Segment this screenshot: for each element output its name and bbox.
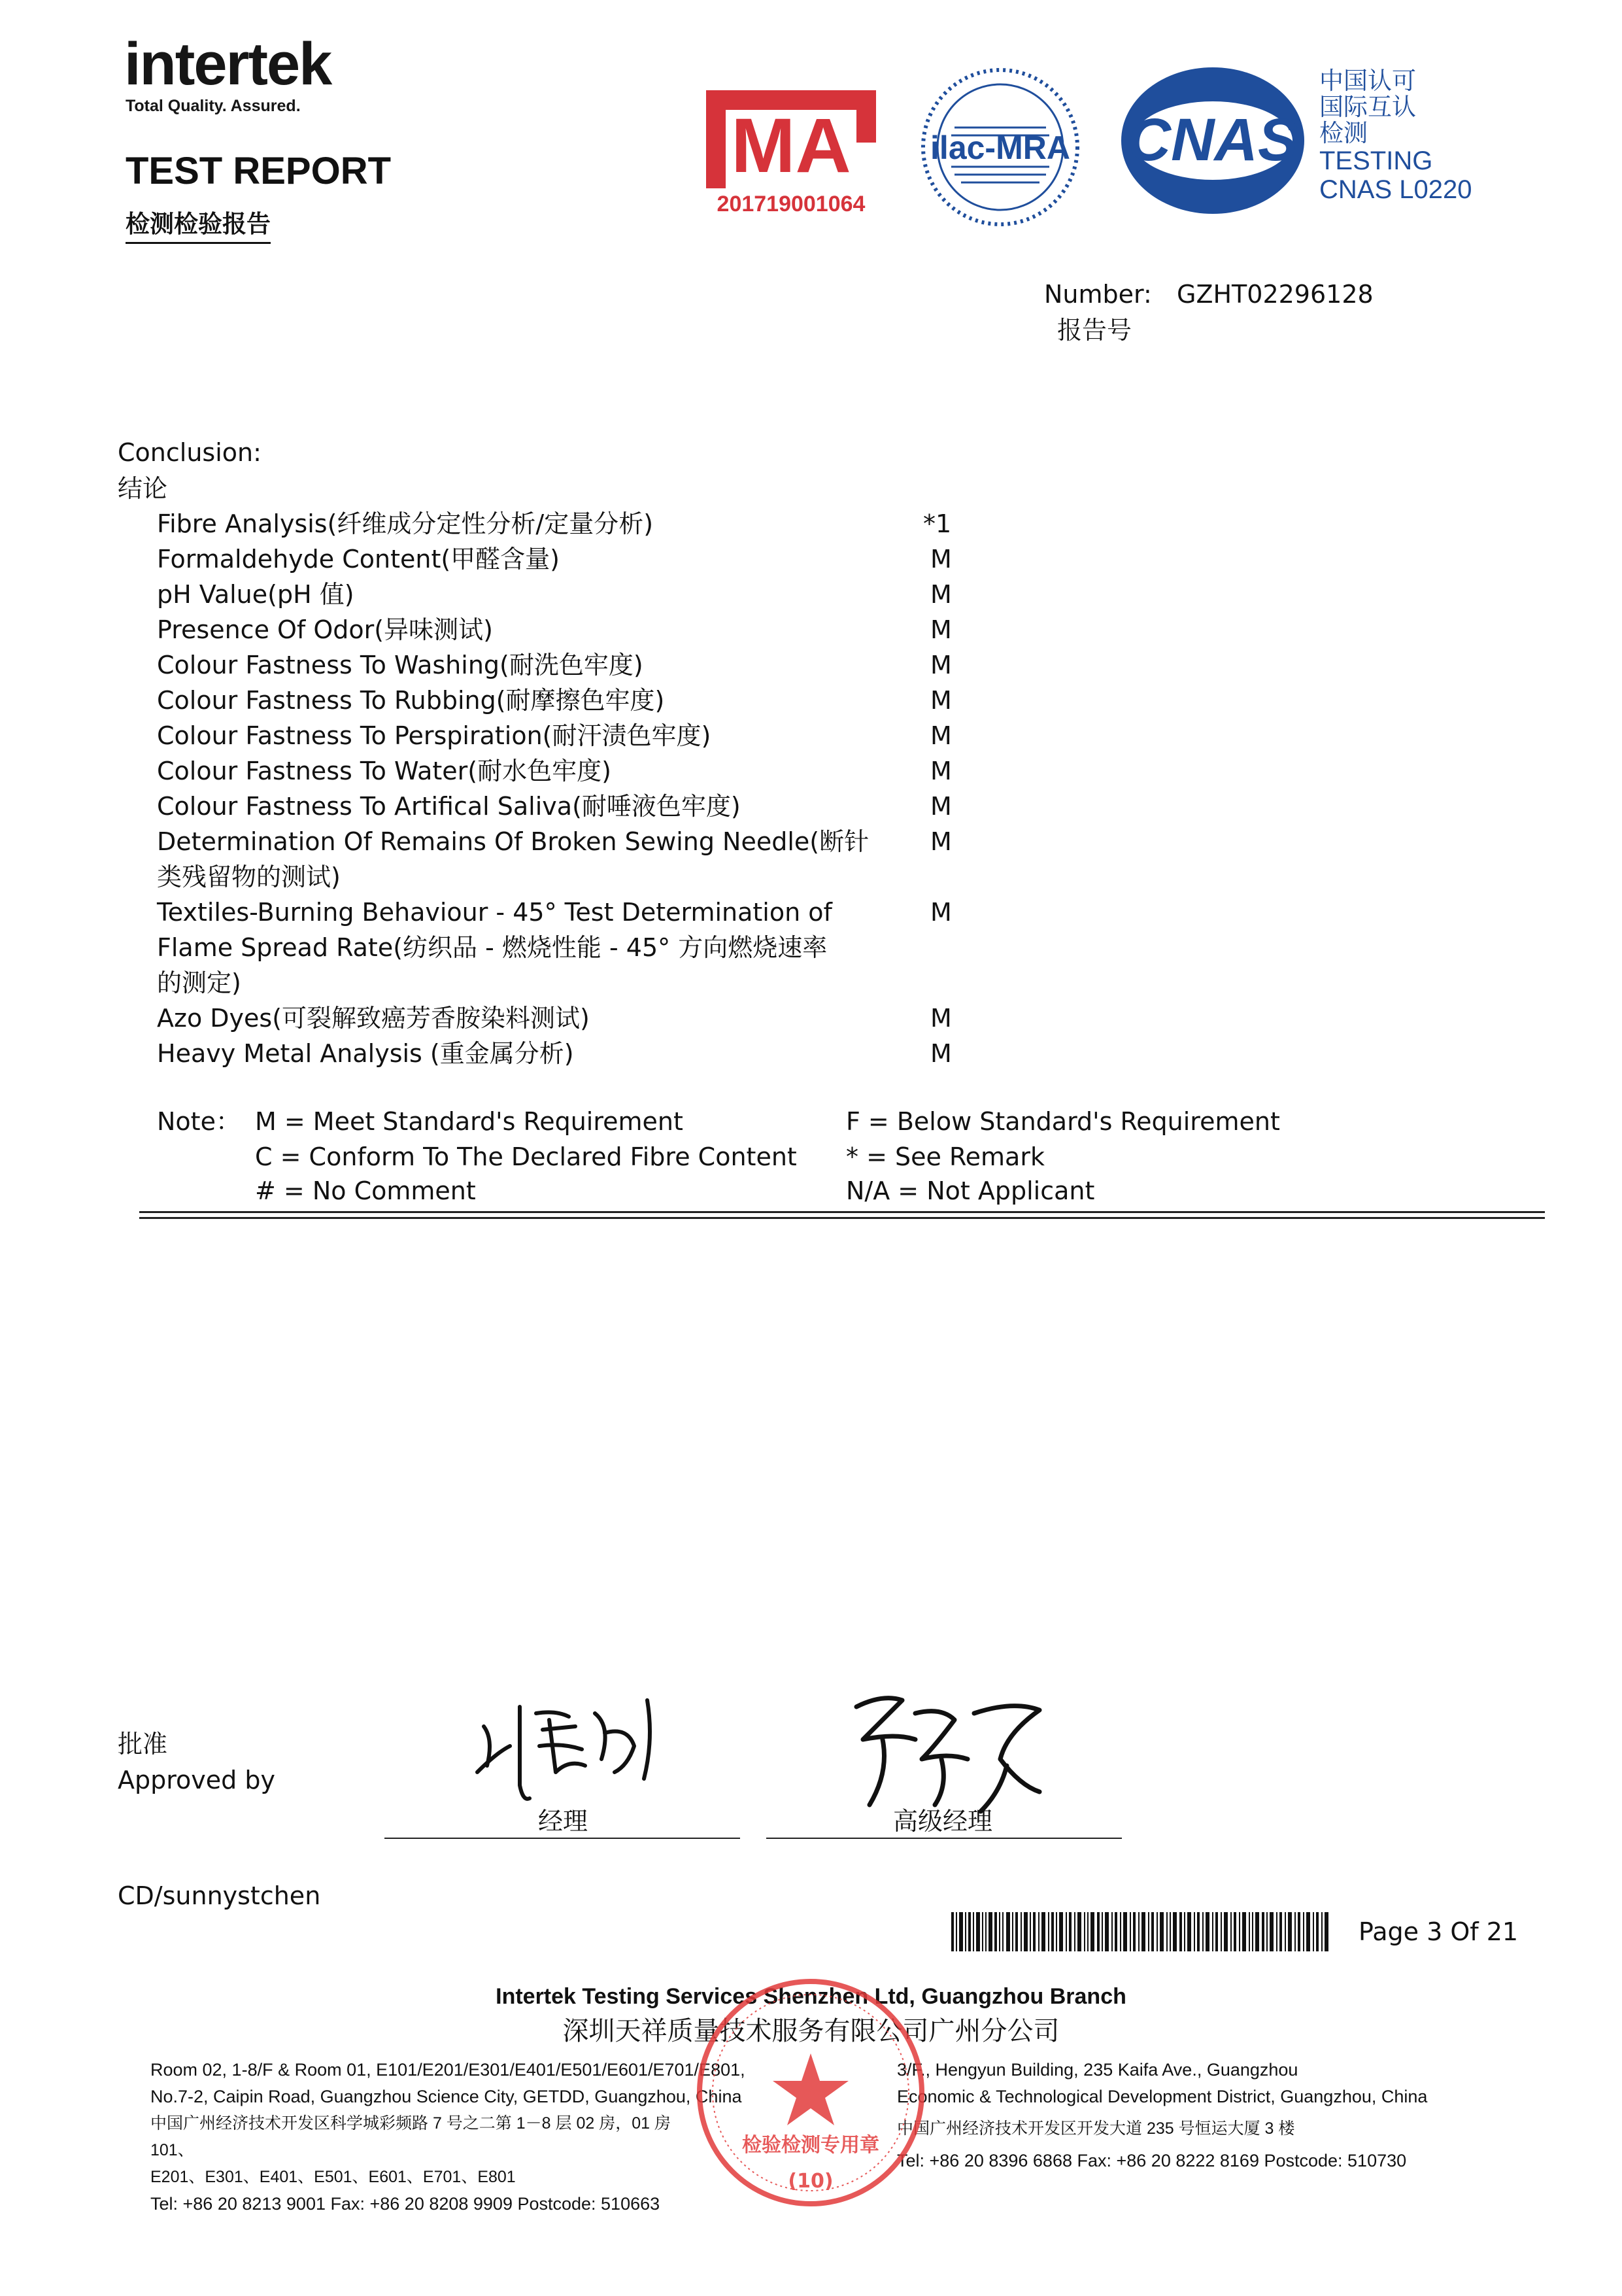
test-item-result: M bbox=[930, 721, 952, 750]
test-item-result: M bbox=[930, 792, 952, 821]
footer-right-line: 中国广州经济技术开发区开发大道 235 号恒运大厦 3 楼 bbox=[897, 2119, 1295, 2138]
stamp-label: 检验检测专用章 bbox=[742, 2134, 879, 2157]
cnas-cn-3: 检测 bbox=[1319, 119, 1368, 147]
footer-left-line: No.7-2, Caipin Road, Guangzhou Science City, GETDD, Guangzhou, China bbox=[150, 2087, 742, 2106]
approved-label-cn: 批准 bbox=[118, 1730, 168, 1758]
footer-right-line: 3/F., Hengyun Building, 235 Kaifa Ave., Guangzhou bbox=[897, 2060, 1298, 2080]
test-item-label: Heavy Metal Analysis (重金属分析) bbox=[157, 1039, 574, 1068]
divider bbox=[139, 1217, 1545, 1219]
note-m: M = Meet Standard's Requirement bbox=[255, 1107, 683, 1136]
test-item-result: M bbox=[930, 757, 952, 785]
logo-tagline: Total Quality. Assured. bbox=[126, 97, 301, 115]
footer-address-right bbox=[897, 2057, 1427, 2174]
note-f: F = Below Standard's Requirement bbox=[846, 1107, 1280, 1136]
footer-company: Intertek Testing Services Shenzhen Ltd, Guangzhou Branch bbox=[496, 1984, 1126, 2009]
ilac-text: ilac-MRA bbox=[930, 129, 1070, 166]
approved-label: Approved by bbox=[118, 1766, 275, 1794]
cnas-text: CNAS bbox=[1127, 107, 1298, 173]
stamp-number: (10) bbox=[788, 2170, 834, 2193]
test-item-result: M bbox=[930, 615, 952, 644]
number-label-cn: 报告号 bbox=[1057, 316, 1132, 345]
manager-title: 经理 bbox=[538, 1807, 588, 1836]
report-number: GZHT02296128 bbox=[1177, 280, 1374, 309]
divider bbox=[139, 1211, 1545, 1213]
footer-right-line: Tel: +86 20 8396 6868 Fax: +86 20 8222 8169 Postcode: 510730 bbox=[897, 2151, 1407, 2170]
cnas-caption bbox=[1319, 68, 1472, 204]
test-item-label: Colour Fastness To Perspiration(耐汗渍色牢度) bbox=[157, 721, 711, 750]
test-item-result: M bbox=[930, 686, 952, 715]
cnas-testing: TESTING bbox=[1319, 146, 1433, 175]
note-hash: # = No Comment bbox=[255, 1176, 476, 1205]
cnas-cn-2: 国际互认 bbox=[1319, 93, 1416, 121]
test-item-label: Colour Fastness To Washing(耐洗色牢度) bbox=[157, 651, 643, 679]
test-item-label: Fibre Analysis(纤维成分定性分析/定量分析) bbox=[157, 509, 654, 538]
note-label: Note： bbox=[157, 1107, 241, 1136]
test-item-label-cont: Flame Spread Rate(纺织品 - 燃烧性能 - 45° 方向燃烧速率 bbox=[157, 933, 828, 962]
note-c: C = Conform To The Declared Fibre Content bbox=[255, 1142, 797, 1171]
note-star: * = See Remark bbox=[846, 1142, 1045, 1171]
cnas-logo bbox=[1115, 62, 1311, 219]
test-item-label-cont: 类残留物的测试) bbox=[157, 863, 341, 891]
test-item-label: Colour Fastness To Artifical Saliva(耐唾液色牢度) bbox=[157, 792, 741, 821]
test-item-result: M bbox=[930, 1004, 952, 1033]
test-item-label: Formaldehyde Content(甲醛含量) bbox=[157, 545, 560, 574]
official-stamp bbox=[693, 1975, 928, 2210]
report-title-cn: 检测检验报告 bbox=[126, 204, 271, 244]
test-item-label: Colour Fastness To Rubbing(耐摩擦色牢度) bbox=[157, 686, 665, 715]
footer-company-cn: 深圳天祥质量技术服务有限公司广州分公司 bbox=[562, 2016, 1060, 2046]
footer-left-line: Room 02, 1-8/F & Room 01, E101/E201/E301/E401/E501/E601/E701/E801, bbox=[150, 2060, 745, 2080]
footer-left-line: 中国广州经济技术开发区科学城彩频路 7 号之二第 1－8 层 02 房，01 房 bbox=[150, 2114, 671, 2133]
test-item-label: Azo Dyes(可裂解致癌芳香胺染料测试) bbox=[157, 1004, 590, 1033]
signature-manager bbox=[471, 1681, 667, 1811]
footer-left-line: 101、 bbox=[150, 2141, 194, 2159]
test-item-result: M bbox=[930, 827, 952, 856]
conclusion-title-cn: 结论 bbox=[118, 474, 168, 503]
test-item-result: M bbox=[930, 651, 952, 679]
conclusion-title: Conclusion: bbox=[118, 438, 262, 467]
cma-logo bbox=[693, 77, 889, 221]
footer-address-left bbox=[150, 2057, 745, 2218]
barcode-bars bbox=[951, 1912, 1330, 1951]
signature-senior-manager bbox=[843, 1681, 1053, 1818]
test-item-label: Colour Fastness To Water(耐水色牢度) bbox=[157, 757, 611, 785]
cma-mark-text: MA bbox=[731, 103, 851, 189]
intertek-logo: intertek bbox=[124, 31, 331, 97]
barcode bbox=[951, 1912, 1330, 1951]
test-item-label: pH Value(pH 值) bbox=[157, 580, 354, 609]
test-item-result: M bbox=[930, 580, 952, 609]
test-item-result: *1 bbox=[923, 509, 952, 538]
ilac-mra-logo bbox=[915, 62, 1085, 232]
test-item-result: M bbox=[930, 1039, 952, 1068]
test-item-result: M bbox=[930, 545, 952, 574]
test-item-label-cont: 的测定) bbox=[157, 968, 241, 997]
cd-reference: CD/sunnystchen bbox=[118, 1881, 321, 1910]
cnas-cn-1: 中国认可 bbox=[1319, 67, 1416, 95]
test-item-label: Textiles-Burning Behaviour - 45° Test Determination of bbox=[157, 898, 832, 927]
senior-manager-title: 高级经理 bbox=[893, 1807, 993, 1836]
number-label: Number: bbox=[1044, 280, 1152, 309]
test-item-result: M bbox=[930, 898, 952, 927]
cnas-code: CNAS L0220 bbox=[1319, 175, 1472, 204]
page-number: Page 3 Of 21 bbox=[1359, 1917, 1519, 1946]
footer-left-line: Tel: +86 20 8213 9001 Fax: +86 20 8208 9909 Postcode: 510663 bbox=[150, 2194, 660, 2214]
note-na: N/A = Not Applicant bbox=[846, 1176, 1095, 1205]
footer-right-line: Economic & Technological Development District, Guangzhou, China bbox=[897, 2087, 1428, 2106]
cma-code: 201719001064 bbox=[717, 192, 866, 216]
test-item-label: Determination Of Remains Of Broken Sewing Needle(断针 bbox=[157, 827, 870, 856]
report-title: TEST REPORT bbox=[126, 150, 392, 192]
footer-left-line: E201、E301、E401、E501、E601、E701、E801 bbox=[150, 2168, 516, 2186]
test-item-label: Presence Of Odor(异味测试) bbox=[157, 615, 493, 644]
